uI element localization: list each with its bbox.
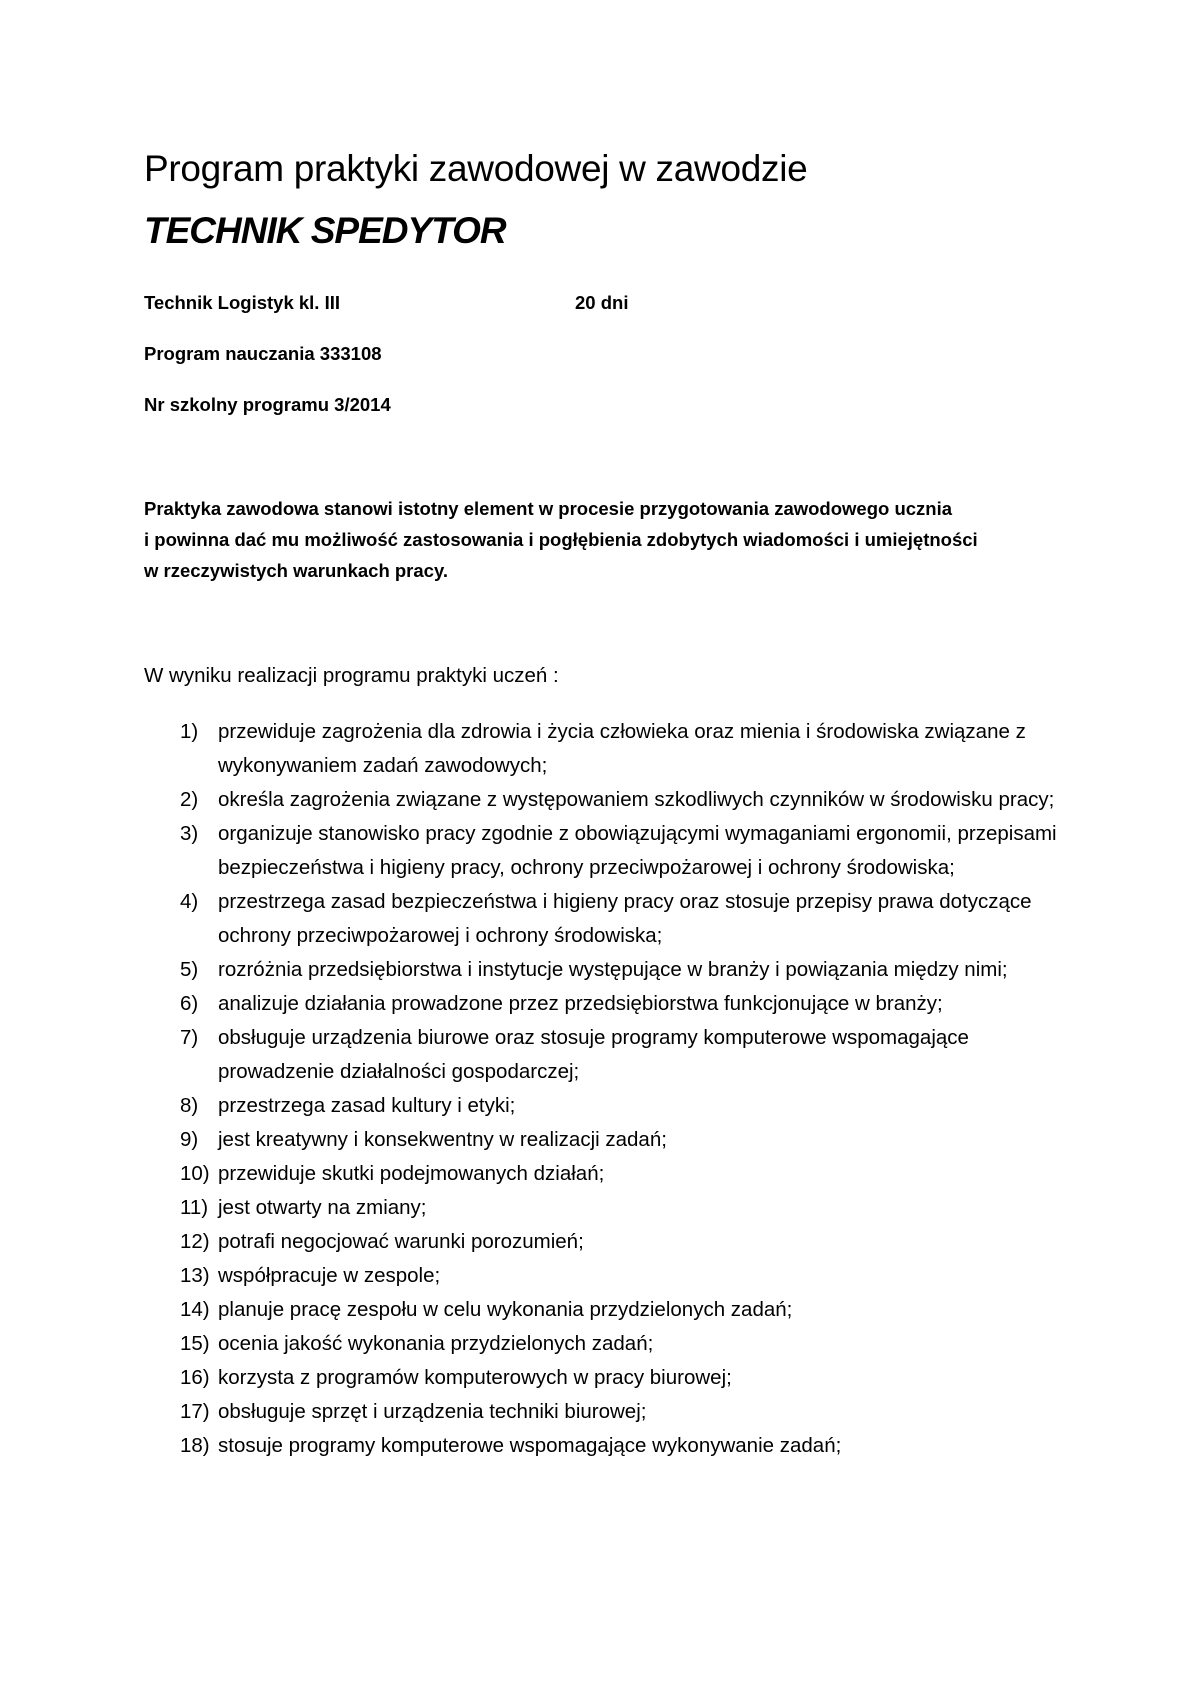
list-item-number: 13) bbox=[180, 1264, 210, 1287]
list-item-text: korzysta z programów komputerowych w pracy biurowej; bbox=[218, 1366, 732, 1389]
list-item-text: planuje pracę zespołu w celu wykonania przydzielonych zadań; bbox=[218, 1298, 793, 1321]
list-item-number: 12) bbox=[180, 1230, 210, 1253]
list-item bbox=[144, 953, 1064, 987]
list-item-number: 15) bbox=[180, 1332, 210, 1355]
list-item-number: 6) bbox=[180, 992, 199, 1015]
list-item-number: 18) bbox=[180, 1434, 210, 1457]
list-item bbox=[144, 1293, 1064, 1327]
list-item bbox=[144, 1021, 1064, 1089]
list-item-text: przestrzega zasad bezpieczeństwa i higieny pracy oraz stosuje przepisy prawa dotyczące ochrony przeciwpożarowej i ochrony środowiska; bbox=[218, 890, 1032, 947]
list-item-text: obsługuje sprzęt i urządzenia techniki biurowej; bbox=[218, 1400, 647, 1423]
list-item-number: 10) bbox=[180, 1162, 210, 1185]
list-item-text: organizuje stanowisko pracy zgodnie z obowiązującymi wymaganiami ergonomii, przepisami bezpieczeństwa i higieny pracy, ochrony przeciwpożarowej i ochrony środowiska; bbox=[218, 822, 1057, 879]
list-item-text: rozróżnia przedsiębiorstwa i instytucje występujące w branży i powiązania między nimi; bbox=[218, 958, 1008, 981]
list-item bbox=[144, 1157, 1064, 1191]
list-item-text: współpracuje w zespole; bbox=[218, 1264, 441, 1287]
intro-paragraph bbox=[144, 493, 1064, 586]
intro-line: Praktyka zawodowa stanowi istotny element w procesie przygotowania zawodowego ucznia bbox=[144, 498, 953, 519]
duration-days: 20 dni bbox=[575, 292, 629, 313]
list-item bbox=[144, 1361, 1064, 1395]
list-item-number: 9) bbox=[180, 1128, 199, 1151]
list-item-text: jest otwarty na zmiany; bbox=[218, 1196, 427, 1219]
class-info: Technik Logistyk kl. III bbox=[144, 292, 341, 313]
list-item bbox=[144, 1123, 1064, 1157]
list-item-number: 7) bbox=[180, 1026, 199, 1049]
list-item-number: 16) bbox=[180, 1366, 210, 1389]
list-item-text: obsługuje urządzenia biurowe oraz stosuje programy komputerowe wspomagające prowadzenie działalności gospodarczej; bbox=[218, 1026, 969, 1083]
list-item bbox=[144, 783, 1064, 817]
list-item bbox=[144, 987, 1064, 1021]
list-item-text: ocenia jakość wykonania przydzielonych zadań; bbox=[218, 1332, 654, 1355]
list-item bbox=[144, 715, 1064, 783]
list-item-number: 17) bbox=[180, 1400, 210, 1423]
list-item bbox=[144, 1429, 1064, 1463]
list-item-text: potrafi negocjować warunki porozumień; bbox=[218, 1230, 584, 1253]
list-item-text: przestrzega zasad kultury i etyki; bbox=[218, 1094, 516, 1117]
school-program-number: Nr szkolny programu 3/2014 bbox=[144, 394, 391, 415]
outcomes-lead: W wyniku realizacji programu praktyki uczeń : bbox=[144, 664, 559, 687]
list-item-number: 2) bbox=[180, 788, 199, 811]
intro-line: w rzeczywistych warunkach pracy. bbox=[144, 560, 449, 581]
list-item bbox=[144, 1225, 1064, 1259]
list-item-number: 11) bbox=[180, 1196, 209, 1219]
list-item bbox=[144, 1327, 1064, 1361]
list-item bbox=[144, 885, 1064, 953]
intro-line: i powinna dać mu możliwość zastosowania i pogłębienia zdobytych wiadomości i umiejętności bbox=[144, 529, 978, 550]
list-item-text: określa zagrożenia związane z występowaniem szkodliwych czynników w środowisku pracy; bbox=[218, 788, 1055, 811]
list-item-text: analizuje działania prowadzone przez przedsiębiorstwa funkcjonujące w branży; bbox=[218, 992, 943, 1015]
page-title: Program praktyki zawodowej w zawodzie bbox=[144, 148, 808, 189]
list-item-number: 8) bbox=[180, 1094, 199, 1117]
list-item bbox=[144, 1395, 1064, 1429]
page-subtitle-profession: TECHNIK SPEDYTOR bbox=[144, 210, 506, 251]
list-item-number: 14) bbox=[180, 1298, 210, 1321]
outcomes-list bbox=[144, 715, 1064, 1463]
list-item bbox=[144, 1259, 1064, 1293]
list-item-number: 3) bbox=[180, 822, 199, 845]
list-item-number: 1) bbox=[180, 720, 199, 743]
list-item bbox=[144, 817, 1064, 885]
list-item-number: 4) bbox=[180, 890, 199, 913]
list-item bbox=[144, 1089, 1064, 1123]
list-item-text: przewiduje zagrożenia dla zdrowia i życia człowieka oraz mienia i środowiska związane z wykonywaniem zadań zawodowych; bbox=[218, 720, 1026, 777]
list-item-text: stosuje programy komputerowe wspomagające wykonywanie zadań; bbox=[218, 1434, 842, 1457]
list-item-text: jest kreatywny i konsekwentny w realizacji zadań; bbox=[218, 1128, 667, 1151]
list-item-text: przewiduje skutki podejmowanych działań; bbox=[218, 1162, 605, 1185]
list-item bbox=[144, 1191, 1064, 1225]
program-code: Program nauczania 333108 bbox=[144, 343, 382, 364]
list-item-number: 5) bbox=[180, 958, 199, 981]
